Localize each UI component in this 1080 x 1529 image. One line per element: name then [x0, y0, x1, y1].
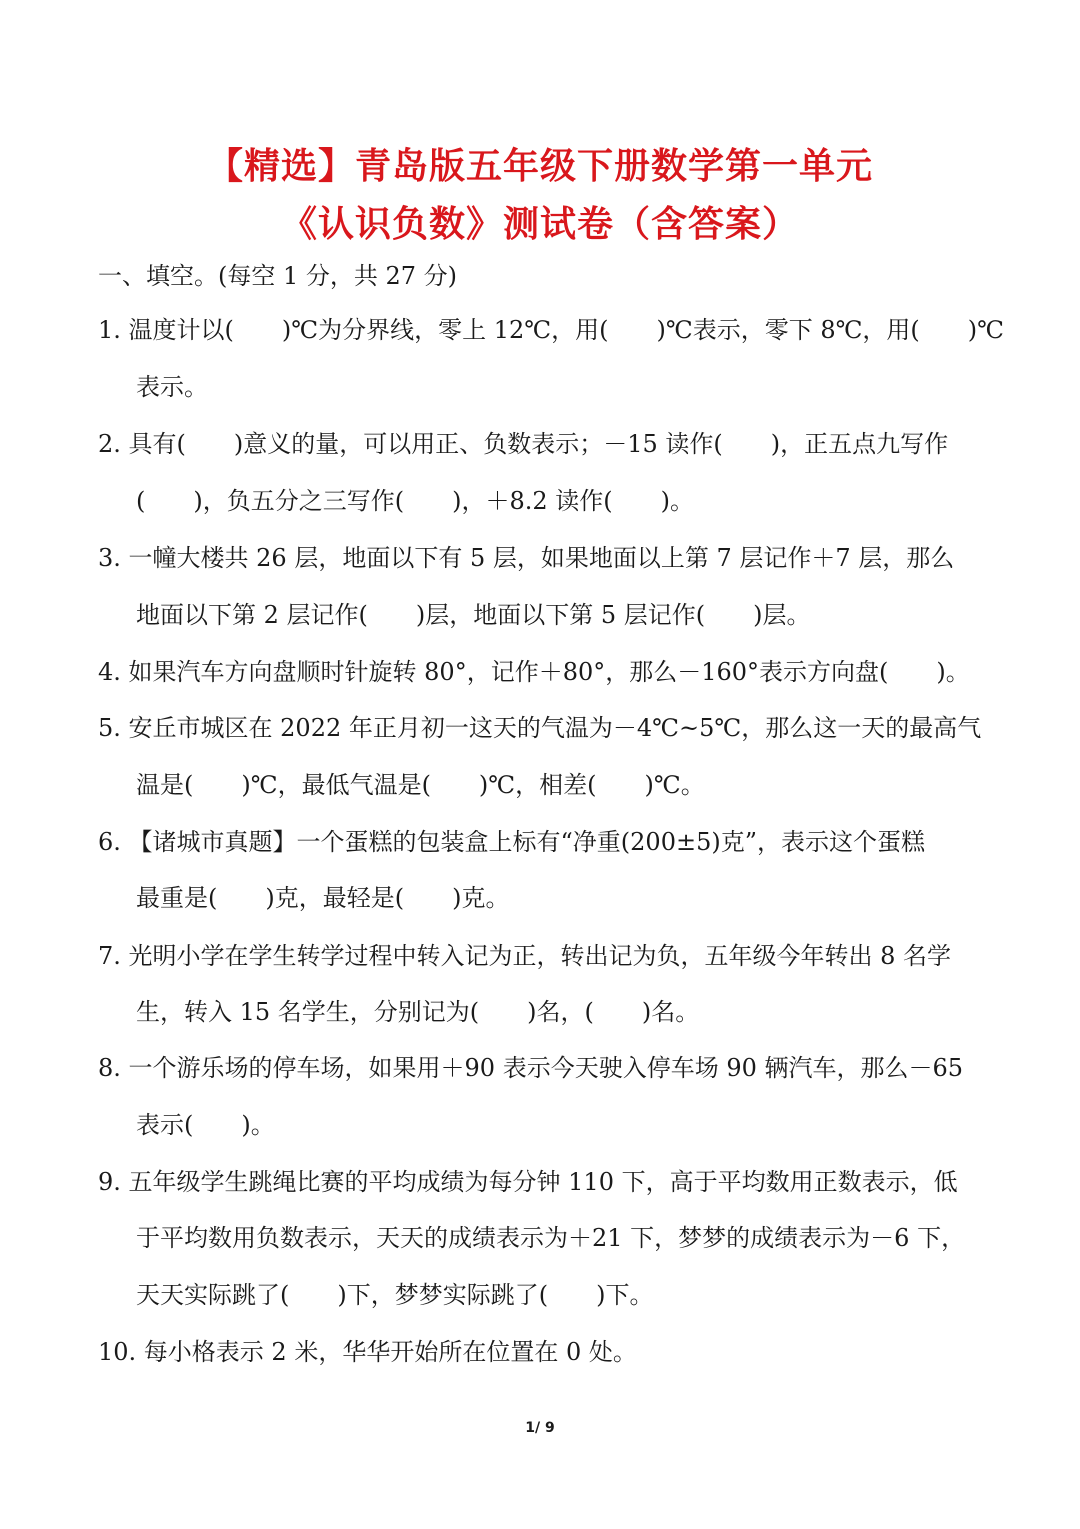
question-1-line-2: 表示。: [136, 373, 208, 401]
question-2-line-1: 2. 具有( )意义的量，可以用正、负数表示；－15 读作( )，正五点九写作: [98, 430, 949, 458]
section-heading: 一、填空。(每空 1 分，共 27 分): [98, 262, 458, 290]
question-3-line-1: 3. 一幢大楼共 26 层，地面以下有 5 层，如果地面以上第 7 层记作＋7 层，那么: [98, 544, 955, 572]
question-7-line-2: 生，转入 15 名学生，分别记为( )名，( )名。: [136, 998, 700, 1026]
question-8-line-2: 表示( )。: [136, 1111, 275, 1139]
question-5-line-1: 5. 安丘市城区在 2022 年正月初一这天的气温为－4℃~5℃，那么这一天的最高气: [98, 714, 982, 742]
question-2-line-2: ( )，负五分之三写作( )，＋8.2 读作( )。: [136, 487, 694, 515]
question-7-line-1: 7. 光明小学在学生转学过程中转入记为正，转出记为负，五年级今年转出 8 名学: [98, 942, 952, 970]
page-number: 1/ 9: [525, 1420, 555, 1436]
question-4-line-1: 4. 如果汽车方向盘顺时针旋转 80°，记作＋80°，那么－160°表示方向盘( )。: [98, 658, 970, 686]
question-8-line-1: 8. 一个游乐场的停车场，如果用＋90 表示今天驶入停车场 90 辆汽车，那么－65: [98, 1054, 964, 1082]
question-9-line-1: 9. 五年级学生跳绳比赛的平均成绩为每分钟 110 下，高于平均数用正数表示，低: [98, 1168, 958, 1196]
document-title-line-2: 《认识负数》测试卷（含答案）: [280, 204, 799, 245]
document-title-line-1: 【精选】青岛版五年级下册数学第一单元: [206, 146, 873, 187]
question-5-line-2: 温是( )℃，最低气温是( )℃，相差( )℃。: [136, 771, 705, 799]
question-9-line-3: 天天实际跳了( )下，梦梦实际跳了( )下。: [136, 1281, 654, 1309]
question-3-line-2: 地面以下第 2 层记作( )层，地面以下第 5 层记作( )层。: [136, 601, 811, 629]
question-9-line-2: 于平均数用负数表示，天天的成绩表示为＋21 下，梦梦的成绩表示为－6 下，: [136, 1224, 966, 1252]
question-6-line-1: 6. 【诸城市真题】一个蛋糕的包装盒上标有“净重(200±5)克”，表示这个蛋糕: [98, 828, 925, 856]
question-6-line-2: 最重是( )克，最轻是( )克。: [136, 884, 510, 912]
question-1-line-1: 1. 温度计以( )℃为分界线，零上 12℃，用( )℃表示，零下 8℃，用( )℃: [98, 316, 1005, 344]
question-10-line-1: 10. 每小格表示 2 米，华华开始所在位置在 0 处。: [98, 1338, 637, 1366]
